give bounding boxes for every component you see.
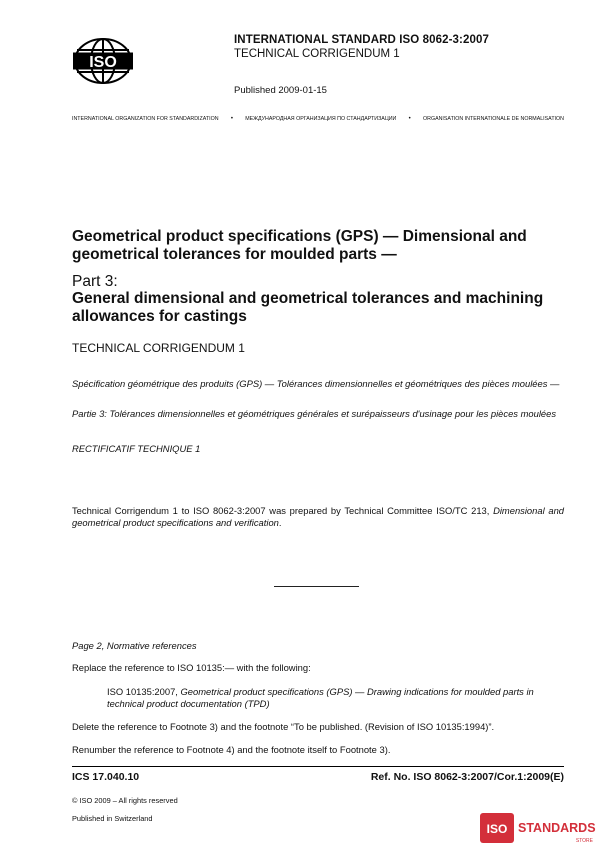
corrigendum-label: TECHNICAL CORRIGENDUM 1 — [234, 48, 400, 60]
org-name-en: INTERNATIONAL ORGANIZATION FOR STANDARDIZATION — [72, 116, 219, 122]
part-label: Part 3: — [72, 273, 118, 290]
organization-line — [72, 116, 564, 122]
renumber-instruction: Renumber the reference to Footnote 4) and the footnote itself to Footnote 3). — [72, 744, 391, 755]
org-name-fr: ORGANISATION INTERNATIONALE DE NORMALISATION — [423, 116, 564, 122]
section-heading: Page 2, Normative references — [72, 640, 197, 651]
section-divider — [274, 586, 359, 587]
published-location: Published in Switzerland — [72, 814, 153, 823]
document-title: Geometrical product specifications (GPS) — Dimensional and geometrical tolerances for moulded parts — — [72, 228, 527, 263]
reference-number-footer: Ref. No. ISO 8062-3:2007/Cor.1:2009(E) — [370, 771, 564, 783]
org-separator: • — [230, 116, 233, 122]
replace-instruction: Replace the reference to ISO 10135:— with the following: — [72, 662, 311, 673]
french-title: Spécification géométrique des produits (GPS) — Tolérances dimensionnelles et géométriques des pièces moulées — — [72, 378, 560, 389]
footer-divider — [72, 766, 564, 767]
org-separator: • — [408, 116, 411, 122]
iso-standards-store-badge[interactable] — [480, 811, 596, 845]
iso-logo — [72, 36, 134, 86]
delete-instruction: Delete the reference to Footnote 3) and the footnote “To be published. (Revision of ISO 10135:1994)”. — [72, 721, 495, 732]
published-date: Published 2009-01-15 — [234, 85, 327, 96]
technical-corrigendum-heading: TECHNICAL CORRIGENDUM 1 — [72, 341, 245, 355]
intro-text: Technical Corrigendum 1 to ISO 8062-3:2007 was prepared by Technical Committee ISO/TC 213, — [72, 505, 494, 516]
ics-code: ICS 17.040.10 — [72, 771, 140, 783]
standard-title: INTERNATIONAL STANDARD ISO 8062-3:2007 — [234, 34, 489, 46]
reference-number: ISO 10135:2007, — [107, 686, 181, 697]
badge-standards-text: STANDARDS — [518, 821, 596, 835]
intro-paragraph — [72, 505, 564, 528]
copyright-notice: © ISO 2009 – All rights reserved — [72, 796, 178, 805]
org-name-ru: МЕЖДУНАРОДНАЯ ОРГАНИЗАЦИЯ ПО СТАНДАРТИЗАЦИИ — [245, 116, 397, 122]
french-corrigendum: RECTIFICATIF TECHNIQUE 1 — [72, 443, 201, 454]
reference-entry — [107, 686, 564, 709]
french-part-title: Partie 3: Tolérances dimensionnelles et géométriques générales et surépaisseurs d'usinage pour les pièces moulées — [72, 408, 557, 419]
committee-name: Dimensional and geometrical product specifications and verification — [72, 505, 564, 528]
iso-logo-text: ISO — [89, 54, 117, 71]
badge-iso-text: ISO — [486, 822, 508, 836]
reference-title: Geometrical product specifications (GPS) — Drawing indications for moulded parts in technical product documentation (TPD) — [107, 686, 534, 709]
badge-store-text: STORE — [575, 838, 593, 844]
intro-end: . — [278, 516, 282, 528]
part-title: General dimensional and geometrical tolerances and machining allowances for castings — [72, 290, 544, 325]
